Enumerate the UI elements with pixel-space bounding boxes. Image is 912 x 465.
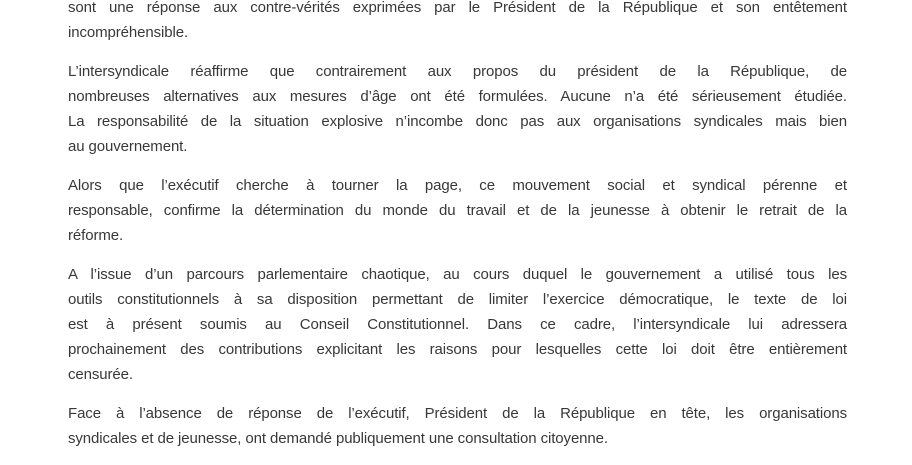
text-line: Face à l’absence de réponse de l’exécutif, Président de la République en tête, les organisations (68, 405, 847, 422)
text-line: incompréhensible. (68, 24, 189, 41)
text-line: nombreuses alternatives aux mesures d’âge ont été formulées. Aucune n’a été sérieusement étudiée. (68, 88, 847, 105)
text-line: est à présent soumis au Conseil Constitutionnel. Dans ce cadre, l’intersyndicale lui adressera (68, 316, 847, 333)
text-line: syndicales et de jeunesse, ont demandé publiquement une consultation citoyenne. (68, 430, 608, 447)
text-line: censurée. (68, 366, 133, 383)
text-line: La responsabilité de la situation explosive n’incombe donc pas aux organisations syndicales mais bien (68, 113, 847, 130)
text-line: L’intersyndicale réaffirme que contrairement aux propos du président de la République, de (68, 63, 847, 80)
paragraph (68, 262, 847, 387)
text-line: A l’issue d’un parcours parlementaire chaotique, au cours duquel le gouvernement a utilisé tous les (68, 266, 847, 283)
text-line: responsable, confirme la détermination du monde du travail et de la jeunesse à obtenir le retrait de la (68, 202, 847, 219)
text-line: au gouvernement. (68, 138, 188, 155)
paragraph (68, 0, 847, 45)
paragraph (68, 59, 847, 159)
text-line: sont une réponse aux contre-vérités exprimées par le Président de la République et son entêtement (68, 0, 847, 16)
document-page (68, 0, 847, 465)
text-line: prochainement des contributions explicitant les raisons pour lesquelles cette loi doit être entièrement (68, 341, 847, 358)
text-line: réforme. (68, 227, 124, 244)
paragraph (68, 401, 847, 451)
paragraph (68, 173, 847, 248)
text-line: Alors que l’exécutif cherche à tourner la page, ce mouvement social et syndical pérenne et (68, 177, 847, 194)
text-line: outils constitutionnels à sa disposition permettant de limiter l’exercice démocratique, le texte de loi (68, 291, 847, 308)
